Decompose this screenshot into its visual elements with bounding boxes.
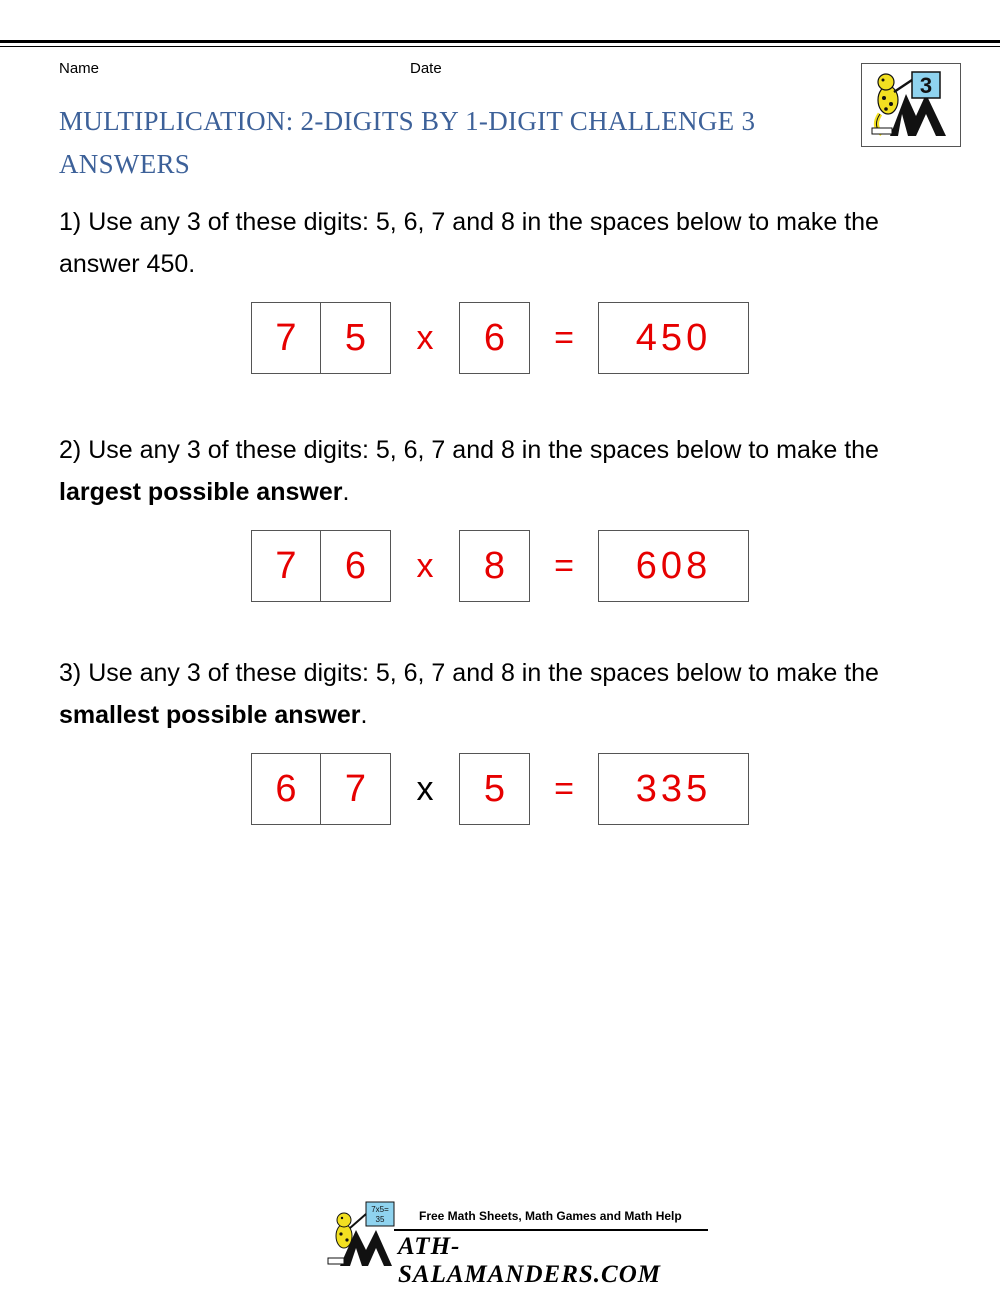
question-emphasis: smallest possible answer <box>59 701 361 729</box>
question-2 <box>59 429 959 513</box>
multiply-sign: x <box>416 769 434 808</box>
equals-sign: = <box>554 546 574 585</box>
salamander-footer-icon <box>326 1200 398 1268</box>
answer-row-3 <box>0 753 1000 825</box>
question-number: 1) <box>59 208 82 236</box>
equals-sign: = <box>554 318 574 357</box>
tens-digit-box: 6 <box>251 753 321 825</box>
ones-digit-box: 5 <box>320 302 391 374</box>
worksheet-title <box>59 100 839 186</box>
tens-digit-box: 7 <box>251 530 321 602</box>
question-suffix: . <box>342 478 350 506</box>
footer-rule <box>394 1229 708 1231</box>
footer-logo <box>326 1200 711 1288</box>
answer-row-1 <box>0 302 1000 374</box>
salamander-logo-icon <box>862 64 960 146</box>
date-label: Date <box>410 60 442 77</box>
answer-box: 335 <box>598 753 749 825</box>
logo-grade-number: 3 <box>919 73 933 98</box>
answer-box: 608 <box>598 530 749 602</box>
multiplier-box: 6 <box>459 302 530 374</box>
multiplier-box: 5 <box>459 753 530 825</box>
answer-row-2 <box>0 530 1000 602</box>
question-suffix: . <box>360 701 368 729</box>
title-line-1: MULTIPLICATION: 2-DIGITS BY 1-DIGIT CHALLENGE 3 <box>59 106 756 136</box>
question-emphasis: largest possible answer <box>59 478 343 506</box>
title-line-2: ANSWERS <box>59 149 191 179</box>
footer-logo-sum-top: 7x5= <box>371 1205 389 1214</box>
grade-logo <box>861 63 961 147</box>
tens-digit-box: 7 <box>251 302 321 374</box>
question-1 <box>59 201 959 285</box>
question-number: 2) <box>59 436 82 464</box>
top-rule <box>0 40 1000 43</box>
multiplier-box: 8 <box>459 530 530 602</box>
footer-tagline: Free Math Sheets, Math Games and Math Help <box>419 1209 682 1223</box>
question-number: 3) <box>59 659 82 687</box>
question-text: Use any 3 of these digits: 5, 6, 7 and 8 in the spaces below to make the <box>88 659 879 687</box>
name-label: Name <box>59 60 100 77</box>
top-rule-thin <box>0 46 1000 47</box>
ones-digit-box: 6 <box>320 530 391 602</box>
equals-sign: = <box>554 769 574 808</box>
question-3 <box>59 652 959 736</box>
footer-site-name: ATH-SALAMANDERS.COM <box>398 1233 661 1288</box>
footer-logo-sum-bottom: 35 <box>375 1215 385 1224</box>
multiply-sign: x <box>416 546 434 585</box>
ones-digit-box: 7 <box>320 753 391 825</box>
answer-box: 450 <box>598 302 749 374</box>
question-text: Use any 3 of these digits: 5, 6, 7 and 8 in the spaces below to make the <box>88 436 879 464</box>
question-text: Use any 3 of these digits: 5, 6, 7 and 8 in the spaces below to make the answer 450. <box>59 208 879 278</box>
multiply-sign: x <box>416 318 434 357</box>
